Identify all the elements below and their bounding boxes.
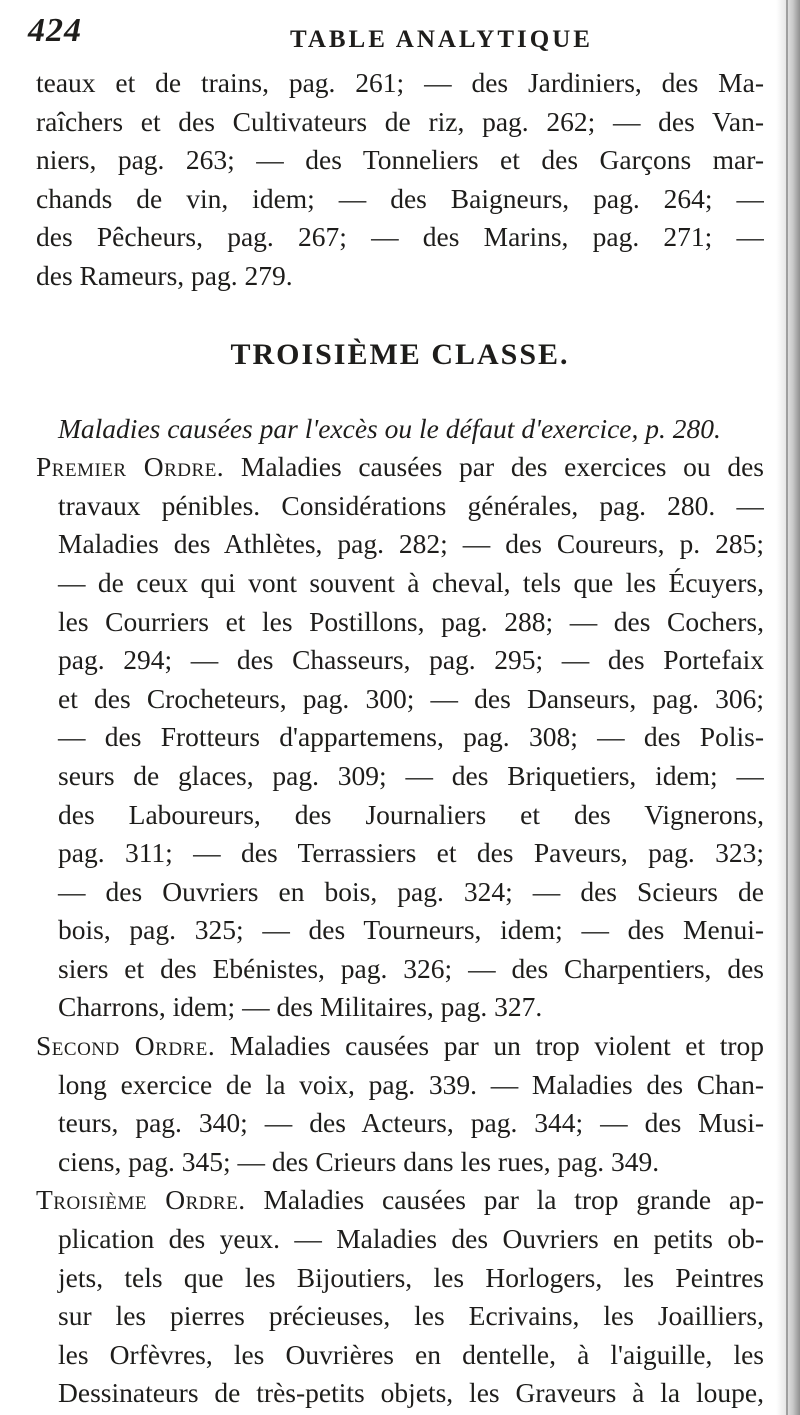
ordre-first-line	[36, 1181, 764, 1220]
ordre-label: Premier Ordre.	[36, 451, 225, 483]
troisieme-ordre-paragraph	[36, 1181, 764, 1413]
ordre-line: jets, tels que les Bijoutiers, les Horlogers, les Peintres	[58, 1261, 764, 1293]
ordre-label: Second Ordre.	[36, 1030, 216, 1062]
intro-line: des Pêcheurs, pag. 267; — des Marins, pag. 271; —	[36, 221, 764, 253]
ordre-first-line	[36, 448, 764, 487]
ordre-line: pag. 294; — des Chasseurs, pag. 295; — des Portefaix	[58, 644, 764, 676]
premier-ordre-paragraph	[36, 448, 764, 1027]
intro-line: niers, pag. 263; — des Tonneliers et des Garçons mar-	[36, 144, 764, 176]
ordre-line: — de ceux qui vont souvent à cheval, tels que les Écuyers,	[58, 566, 764, 598]
ordre-line: les Courriers et les Postillons, pag. 288; — des Cochers,	[58, 605, 764, 637]
ordre-line: plication des yeux. — Maladies des Ouvriers en petits ob-	[58, 1223, 764, 1255]
ordre-line: sur les pierres précieuses, les Ecrivains, les Joailliers,	[58, 1300, 764, 1332]
ordre-text: Maladies causées par des exercices ou des	[224, 451, 764, 483]
intro-paragraph	[36, 64, 764, 296]
ordre-text: Maladies causées par la trop grande ap-	[245, 1184, 764, 1216]
ordre-label: Troisième Ordre.	[36, 1184, 246, 1216]
ordre-line: long exercice de la voix, pag. 339. — Maladies des Chan-	[58, 1068, 764, 1100]
intro-line: chands de vin, idem; — des Baigneurs, pag. 264; —	[36, 182, 764, 214]
ordre-line: pag. 311; — des Terrassiers et des Paveurs, pag. 323;	[58, 837, 764, 869]
running-head: TABLE ANALYTIQUE	[290, 26, 593, 53]
ordre-line: ciens, pag. 345; — des Crieurs dans les rues, pag. 349.	[58, 1145, 660, 1177]
ordre-line: — des Ouvriers en bois, pag. 324; — des Scieurs de	[58, 875, 764, 907]
ordre-line: des Laboureurs, des Journaliers et des Vignerons,	[58, 798, 764, 830]
ordre-line: siers et des Ebénistes, pag. 326; — des Charpentiers, des	[58, 952, 764, 984]
intro-line: teaux et de trains, pag. 261; — des Jardiniers, des Ma-	[36, 67, 764, 98]
ordre-line: Dessinateurs de très-petits objets, les Graveurs à la loupe,	[58, 1377, 764, 1409]
subtitle-text: Maladies causées par l'excès ou le défaut d'exercice, p. 280.	[58, 412, 721, 444]
ordre-line: Charrons, idem; — des Militaires, pag. 327.	[58, 991, 543, 1023]
ordre-line: — des Frotteurs d'appartemens, pag. 308; — des Polis-	[58, 721, 764, 753]
page-header	[28, 12, 768, 64]
page-edge-shadow	[776, 0, 800, 1415]
text-block	[36, 64, 764, 1413]
section-title: TROISIÈME CLASSE.	[230, 337, 570, 371]
ordre-line: seurs de glaces, pag. 309; — des Briquetiers, idem; —	[58, 759, 764, 791]
page-number: 424	[28, 12, 82, 49]
ordre-first-line	[36, 1027, 764, 1066]
section-subtitle	[36, 410, 764, 449]
ordre-line: bois, pag. 325; — des Tourneurs, idem; — des Menui-	[58, 914, 764, 946]
ordre-line: les Orfèvres, les Ouvrières en dentelle, à l'aiguille, les	[58, 1338, 764, 1370]
intro-line: raîchers et des Cultivateurs de riz, pag. 262; — des Van-	[36, 105, 764, 137]
second-ordre-paragraph	[36, 1027, 764, 1181]
ordre-line: Maladies des Athlètes, pag. 282; — des Coureurs, p. 285;	[58, 528, 764, 560]
ordre-line: et des Crocheteurs, pag. 300; — des Danseurs, pag. 306;	[58, 682, 764, 714]
ordre-text: Maladies causées par un trop violent et trop	[215, 1030, 764, 1062]
ordre-line: travaux pénibles. Considérations générales, pag. 280. —	[58, 489, 764, 521]
ordre-line: teurs, pag. 340; — des Acteurs, pag. 344; — des Musi-	[58, 1107, 764, 1139]
intro-line: des Rameurs, pag. 279.	[36, 259, 293, 291]
